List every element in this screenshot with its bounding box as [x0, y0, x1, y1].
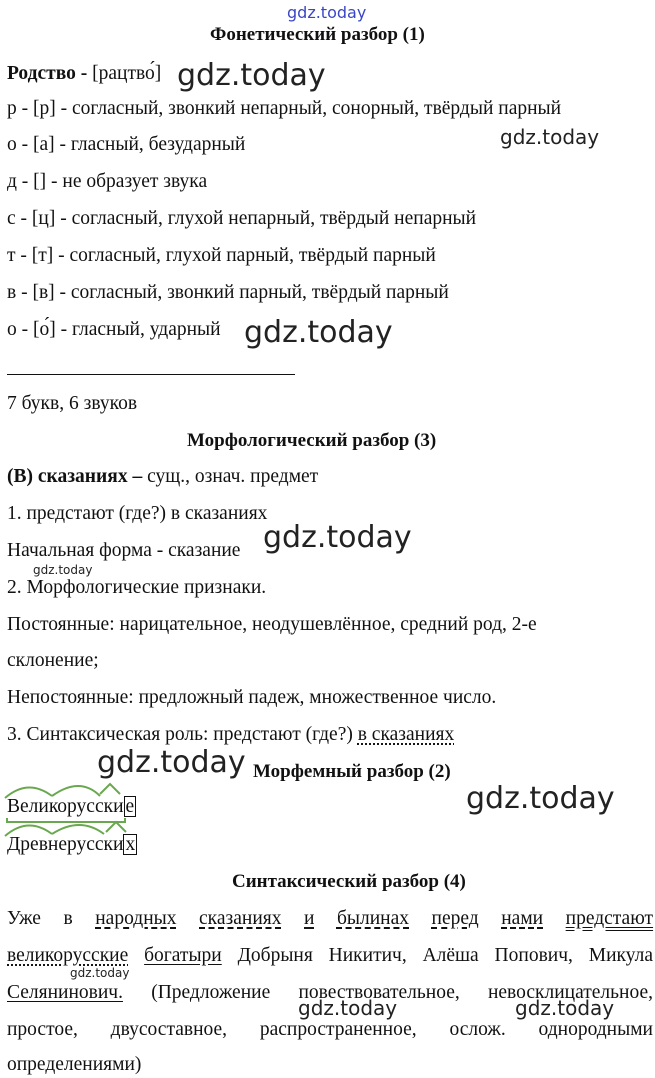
phonetic-line: т - [т] - согласный, глухой парный, твёрдый парный	[7, 245, 436, 266]
watermark: gdz.today	[177, 58, 326, 93]
phonetic-transcription: [рацтво́]	[92, 63, 162, 84]
word-predicate: предстают	[565, 908, 654, 929]
word: Уже	[7, 908, 41, 929]
morphological-title: Морфологический разбор (3)	[187, 430, 437, 451]
morphemic-ending: е	[125, 796, 135, 817]
morphemic-stem: Древнерусски	[7, 834, 124, 855]
morphemic-word-1	[7, 794, 136, 820]
morphological-head-rest: сущ., означ. предмет	[142, 466, 319, 487]
phonetic-line: с - [ц] - согласный, глухой непарный, твёрдый непарный	[7, 208, 477, 229]
watermark: gdz.today	[263, 520, 412, 555]
syntactic-line-1	[7, 903, 653, 935]
morphological-line: Непостоянные: предложный падеж, множественное число.	[7, 687, 497, 708]
word-adjective: народных	[95, 908, 177, 929]
word-noun: былинах	[336, 908, 409, 929]
morphemic-stem: Великорусски	[7, 796, 124, 817]
word-noun: сказаниях	[199, 908, 282, 929]
morphemic-title: Морфемный разбор (2)	[253, 761, 451, 782]
word-subject: богатыри	[144, 945, 222, 966]
morphological-line: 2. Морфологические признаки.	[7, 577, 267, 598]
word: в	[63, 908, 73, 929]
syntactic-role-label: 3. Синтаксическая роль: предстают (где?)	[7, 724, 358, 745]
word: нами	[501, 908, 544, 929]
syntactic-role-underlined: в сказаниях	[357, 724, 455, 745]
morphological-line: Постоянные: нарицательное, неодушевлённое, средний род, 2-е	[7, 614, 537, 635]
word: перед	[431, 908, 479, 929]
word: и	[304, 908, 315, 929]
watermark-top: gdz.today	[287, 3, 367, 22]
word-attribute: великорусские	[7, 945, 129, 966]
watermark: gdz.today	[244, 315, 393, 350]
morphemic-ending: х	[125, 834, 136, 855]
morphological-word: (В) сказаниях –	[7, 466, 143, 487]
word-subject: Селянинович.	[7, 982, 123, 1003]
watermark: gdz.today	[515, 996, 615, 1020]
watermark: gdz.today	[298, 996, 398, 1020]
suffix-caret-icon	[106, 822, 126, 832]
phonetic-word: Родство -	[7, 63, 88, 84]
watermark: gdz.today	[97, 745, 246, 780]
watermark: gdz.today	[466, 781, 615, 816]
syntactic-title: Синтаксический разбор (4)	[232, 871, 466, 892]
sentence-description: (Предложение повествовательное, невосклицательное,	[122, 982, 653, 1003]
suffix-caret-icon	[100, 784, 120, 794]
phonetic-line: о - [о́] - гласный, ударный	[7, 319, 221, 340]
phonetic-title: Фонетический разбор (1)	[210, 24, 425, 45]
watermark: gdz.today	[500, 125, 600, 149]
phonetic-line: о - [а] - гласный, безударный	[7, 134, 246, 155]
phonetic-line: р - [р] - согласный, звонкий непарный, сонорный, твёрдый парный	[7, 98, 562, 119]
morphemic-word-2	[7, 832, 137, 858]
morphological-line: склонение;	[7, 650, 99, 671]
syntactic-line-5: определениями)	[7, 1054, 142, 1075]
word-list: Добрыня Никитич, Алёша Попович, Микула	[237, 945, 653, 966]
watermark: gdz.today	[70, 966, 130, 980]
phonetic-line: в - [в] - согласный, звонкий парный, твёрдый парный	[7, 282, 449, 303]
phonetic-summary: 7 букв, 6 звуков	[7, 393, 138, 414]
morphological-line: Начальная форма - сказание	[7, 540, 241, 561]
syntactic-line-4: простое, двусоставное, распространенное, ослож. однородными	[7, 1019, 653, 1040]
morphological-line: 1. предстают (где?) в сказаниях	[7, 503, 268, 524]
phonetic-line: д - [] - не образует звука	[7, 171, 208, 192]
watermark: gdz.today	[33, 563, 93, 577]
